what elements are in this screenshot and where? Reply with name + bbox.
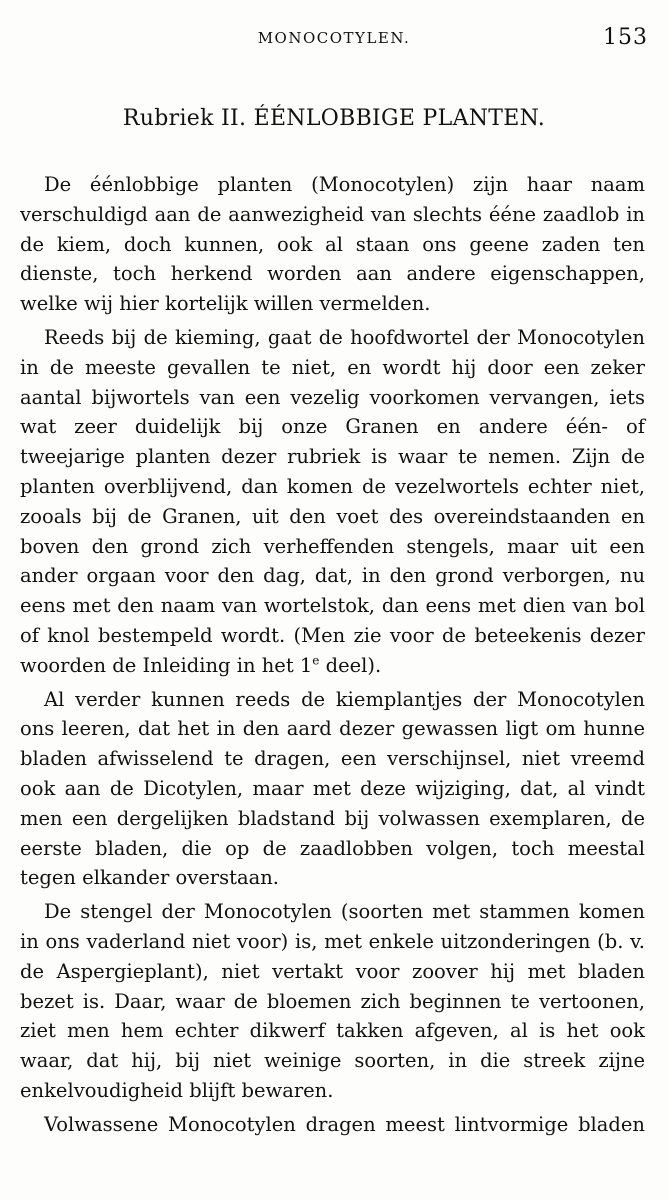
page-number: 153 <box>603 25 648 50</box>
paragraph-2-text: Reeds bij de kieming, gaat de hoofdwortel der Monocotylen in de meeste gevallen te niet, en wordt hij door een zeker aantal bijwortels van een vezelig voorkomen vervangen, iets wat zeer duidelijk bij onze Granen en andere één- of tweejarige planten dezer rubriek is waar te nemen. Zijn de planten overblijvend, dan komen de vezelwortels echter niet, zooals bij de Granen, uit den voet des overeindstaanden en boven den grond zich verheffenden stengels, maar uit een ander orgaan voor den dag, dat, in den grond verborgen, nu eens met den naam van wortelstok, dan eens met dien van bol of knol bestempeld wordt. (Men zie voor de beteekenis dezer woorden de Inleiding in het <box>20 325 645 677</box>
paragraph-4: De stengel der Monocotylen (soorten met stammen komen in ons vaderland niet voor) is, met enkele uitzonderingen (b. v. de Aspergieplant), niet vertakt voor zoover hij met bladen bezet is. Daar, waar de bloemen zich beginnen te vertoonen, ziet men hem echter dikwerf takken afgeven, al is het ook waar, dat hij, bij niet weinige soorten, in die streek zijne enkelvoudigheid blijft bewaren. <box>20 900 645 1102</box>
section-heading: Rubriek II. ÉÉNLOBBIGE PLANTEN. <box>122 106 546 131</box>
paragraph-1: De éénlobbige planten (Monocotylen) zijn haar naam verschuldigd aan de aanwezigheid van slechts ééne zaadlob in de kiem, doch kunnen, ook al staan ons geene zaden ten dienste, toch herkend worden aan andere eigenschappen, welke wij hier kortelijk willen vermelden. <box>20 173 645 316</box>
running-head <box>20 26 648 50</box>
running-title: MONOCOTYLEN. <box>257 29 411 47</box>
body-text <box>20 170 645 1144</box>
volume-number: 1 <box>299 653 313 677</box>
volume-suffix: e <box>312 653 320 668</box>
paragraph-3: Al verder kunnen reeds de kiemplantjes der Monocotylen ons leeren, dat het in den aard dezer gewassen ligt om hunne bladen afwisselend te dragen, een verschijnsel, niet vreemd ook aan de Dicotylen, maar met deze wijziging, dat, al vindt men een dergelijken bladstand bij volwassen exemplaren, de eerste bladen, die op de zaadlobben volgen, toch meestal tegen elkander overstaan. <box>20 687 645 890</box>
paragraph-2 <box>20 323 645 681</box>
volume-rest: deel). <box>319 653 382 677</box>
paragraph-5: Volwassene Monocotylen dragen meest lintvormige bladen <box>44 1112 645 1136</box>
